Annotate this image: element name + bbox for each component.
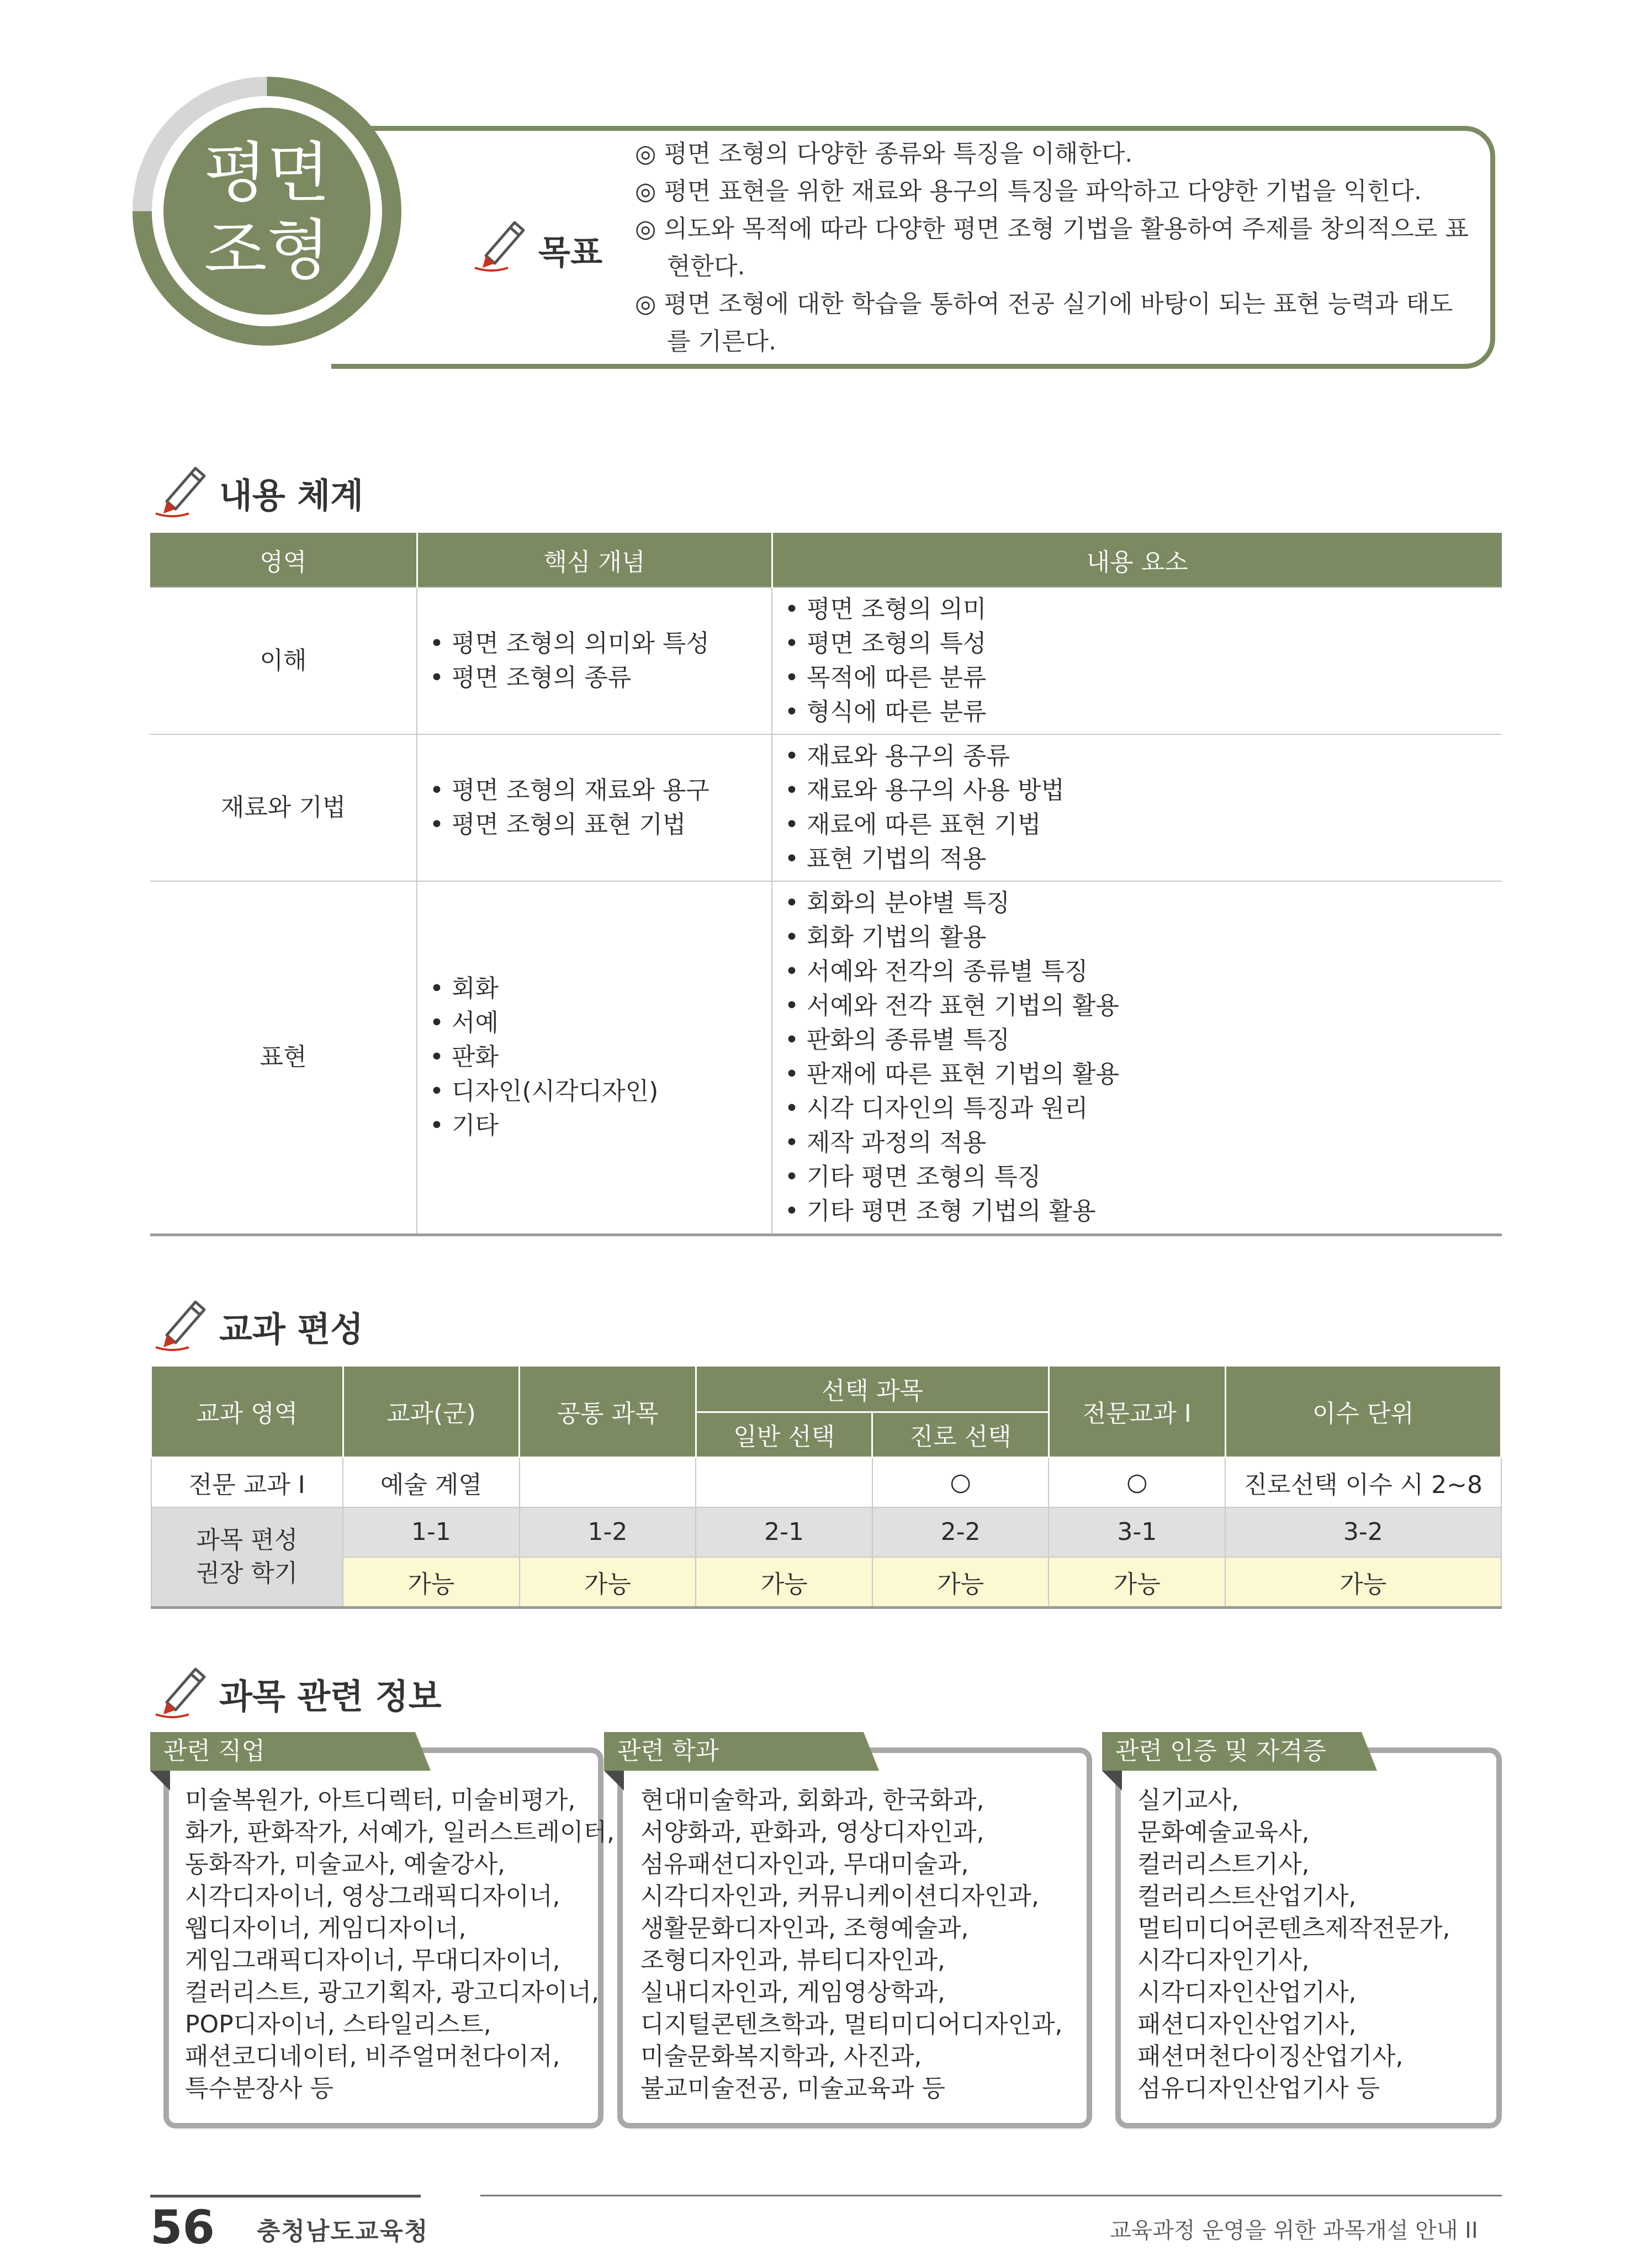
list-item: 시각디자인산업기사, xyxy=(1137,1978,1357,2006)
element-item: • 재료에 따른 표현 기법 xyxy=(785,811,1041,839)
list-item: 화가, 판화작가, 서예가, 일러스트레이터, xyxy=(185,1818,615,1846)
element-item: • 기타 평면 조형의 특징 xyxy=(785,1163,1041,1192)
title-badge xyxy=(163,108,370,315)
concept-cell xyxy=(417,734,772,881)
element-item: • 형식에 따른 분류 xyxy=(785,698,987,726)
list-item: 시각디자인과, 커뮤니케이션디자인과, xyxy=(640,1882,1040,1910)
concept-item: • 평면 조형의 종류 xyxy=(430,664,632,692)
element-item: • 판화의 종류별 특징 xyxy=(785,1026,1010,1055)
availability-cell: 가능 xyxy=(520,1557,696,1608)
area-cell: 이해 xyxy=(150,587,417,734)
list-item: 생활문화디자인과, 조형예술과, xyxy=(640,1914,969,1942)
table-row xyxy=(151,1457,1501,1507)
group-cell: 예술 계열 xyxy=(343,1457,520,1507)
availability-row xyxy=(151,1557,1501,1608)
area-cell: 표현 xyxy=(150,881,417,1235)
pencil-icon xyxy=(150,1292,211,1353)
concept-item: • 판화 xyxy=(430,1043,499,1072)
guide-title: 교육과정 운영을 위한 과목개설 안내 II xyxy=(1110,2218,1478,2243)
list-item: 디지털콘텐츠학과, 멀티미디어디자인과, xyxy=(640,2010,1063,2038)
element-item: • 목적에 따른 분류 xyxy=(785,664,987,692)
elements-cell xyxy=(772,587,1502,734)
concept-item: • 평면 조형의 의미와 특성 xyxy=(430,629,709,658)
goal-item: ◎ 의도와 목적에 따라 다양한 평면 조형 기법을 활용하여 주제를 창의적으로 표현한다. xyxy=(635,215,1469,280)
pencil-icon xyxy=(150,458,211,519)
related-certifications-tab: 관련 인증 및 자격증 xyxy=(1102,1732,1362,1771)
header-credits: 이수 단위 xyxy=(1225,1367,1501,1457)
related-departments-list xyxy=(640,1785,1063,2105)
concept-cell xyxy=(417,587,772,734)
section-title: 교과 편성 xyxy=(219,1309,364,1349)
element-item: • 평면 조형의 의미 xyxy=(785,595,987,623)
availability-cell: 가능 xyxy=(696,1557,872,1608)
tab-fold xyxy=(604,1771,624,1791)
availability-cell: 가능 xyxy=(872,1557,1049,1608)
semester-cell: 3-2 xyxy=(1225,1507,1501,1557)
list-item: 패션코디네이터, 비주얼머천다이저, xyxy=(185,2042,560,2071)
section-heading-content-system xyxy=(150,458,592,519)
area-cell: 재료와 기법 xyxy=(150,734,417,881)
element-item: • 서예와 전각 표현 기법의 활용 xyxy=(785,992,1119,1020)
list-item: 실기교사, xyxy=(1137,1786,1240,1814)
semester-cell: 1-1 xyxy=(343,1507,520,1557)
availability-cell: 가능 xyxy=(1225,1557,1501,1608)
pencil-icon xyxy=(469,213,530,273)
section-heading-related-info xyxy=(150,1659,702,1720)
related-departments-tab: 관련 학과 xyxy=(604,1732,864,1771)
element-item: • 시각 디자인의 특징과 원리 xyxy=(785,1094,1088,1123)
element-item: • 회화 기법의 활용 xyxy=(785,923,987,952)
related-jobs-tab: 관련 직업 xyxy=(150,1732,415,1771)
page-number: 56 xyxy=(150,2200,215,2254)
concept-item: • 평면 조형의 표현 기법 xyxy=(430,811,686,839)
element-item: • 판재에 따른 표현 기법의 활용 xyxy=(785,1060,1119,1089)
specialized-cell: ○ xyxy=(1049,1457,1225,1507)
common-cell xyxy=(520,1457,696,1507)
list-item: 미술복원가, 아트디렉터, 미술비평가, xyxy=(185,1786,576,1814)
semester-cell: 2-1 xyxy=(696,1507,872,1557)
goal-list xyxy=(635,135,1474,361)
header-concept: 핵심 개념 xyxy=(417,533,772,587)
semester-label xyxy=(151,1507,343,1608)
list-item: 실내디자인과, 게임영상학과, xyxy=(640,1978,946,2006)
footer-rule-left xyxy=(150,2195,421,2198)
elements-cell xyxy=(772,734,1502,881)
availability-cell: 가능 xyxy=(343,1557,520,1608)
tab-fold xyxy=(150,1771,170,1791)
semester-label-line: 과목 편성 xyxy=(196,1526,298,1554)
list-item: 패션머천다이징산업기사, xyxy=(1137,2042,1404,2071)
related-certifications-list xyxy=(1137,1785,1450,2105)
table-header-row xyxy=(151,1367,1501,1412)
curriculum-table xyxy=(150,1367,1502,1609)
header-career: 진로 선택 xyxy=(872,1412,1049,1457)
list-item: 게임그래픽디자이너, 무대디자이너, xyxy=(185,1946,560,1974)
goal-item: ◎ 평면 표현을 위한 재료와 용구의 특징을 파악하고 다양한 기법을 익힌다. xyxy=(635,177,1422,205)
list-item: 동화작가, 미술교사, 예술강사, xyxy=(185,1850,505,1878)
element-item: • 재료와 용구의 종류 xyxy=(785,742,1010,770)
concept-item: • 평면 조형의 재료와 용구 xyxy=(430,776,709,804)
concept-cell xyxy=(417,881,772,1235)
header-specialized: 전문교과 I xyxy=(1049,1367,1225,1457)
area-cell: 전문 교과 I xyxy=(151,1457,343,1507)
badge-line-1: 평면 xyxy=(204,134,330,211)
badge-line-2: 조형 xyxy=(204,211,330,288)
table-header-row xyxy=(150,533,1502,587)
header-area: 영역 xyxy=(150,533,417,587)
list-item: 미술문화복지학과, 사진과, xyxy=(640,2042,922,2071)
list-item: 문화예술교육사, xyxy=(1137,1818,1310,1846)
concept-item: • 서예 xyxy=(430,1009,499,1037)
semester-row xyxy=(151,1507,1501,1557)
list-item: 웹디자이너, 게임디자이너, xyxy=(185,1914,467,1942)
list-item: 섬유디자인산업기사 등 xyxy=(1137,2074,1380,2103)
pencil-icon xyxy=(150,1659,211,1720)
concept-item: • 디자인(시각디자인) xyxy=(430,1077,659,1106)
list-item: 컬러리스트산업기사, xyxy=(1137,1882,1357,1910)
semester-cell: 2-2 xyxy=(872,1507,1049,1557)
list-item: 섬유패션디자인과, 무대미술과, xyxy=(640,1850,969,1878)
header-elective: 선택 과목 xyxy=(696,1367,1049,1412)
list-item: 컬러리스트, 광고기획자, 광고디자이너, xyxy=(185,1978,599,2006)
header-elements: 내용 요소 xyxy=(772,533,1502,587)
header-group: 교과(군) xyxy=(343,1367,520,1457)
organization-name: 충청남도교육청 xyxy=(257,2217,429,2246)
section-title: 과목 관련 정보 xyxy=(219,1676,442,1717)
tab-fold xyxy=(1102,1771,1122,1791)
list-item: 현대미술학과, 회화과, 한국화과, xyxy=(640,1786,984,1814)
element-item: • 서예와 전각의 종류별 특징 xyxy=(785,957,1088,986)
list-item: 불교미술전공, 미술교육과 등 xyxy=(640,2074,946,2103)
footer-rule-right xyxy=(480,2195,1502,2196)
career-cell: ○ xyxy=(872,1457,1049,1507)
header-general: 일반 선택 xyxy=(696,1412,872,1457)
related-jobs-list xyxy=(185,1785,615,2105)
list-item: 패션디자인산업기사, xyxy=(1137,2010,1357,2038)
content-system-table xyxy=(150,533,1502,1236)
element-item: • 재료와 용구의 사용 방법 xyxy=(785,776,1065,804)
list-item: 시각디자인기사, xyxy=(1137,1946,1310,1974)
semester-cell: 3-1 xyxy=(1049,1507,1225,1557)
semester-label-line: 권장 학기 xyxy=(196,1559,298,1587)
element-item: • 제작 과정의 적용 xyxy=(785,1129,987,1157)
list-item: 멀티미디어콘텐츠제작전문가, xyxy=(1137,1914,1450,1942)
goal-item: ◎ 평면 조형에 대한 학습을 통하여 전공 실기에 바탕이 되는 표현 능력과 태도를 기른다. xyxy=(635,290,1453,356)
element-item: • 표현 기법의 적용 xyxy=(785,845,987,873)
list-item: 조형디자인과, 뷰티디자인과, xyxy=(640,1946,946,1974)
list-item: 컬러리스트기사, xyxy=(1137,1850,1310,1878)
goal-item: ◎ 평면 조형의 다양한 종류와 특징을 이해한다. xyxy=(635,140,1133,168)
list-item: 시각디자이너, 영상그래픽디자이너, xyxy=(185,1882,560,1910)
list-item: 서양화과, 판화과, 영상디자인과, xyxy=(640,1818,984,1846)
elements-cell xyxy=(772,881,1502,1235)
goal-label: 목표 xyxy=(538,234,602,272)
table-row xyxy=(150,881,1502,1235)
element-item: • 회화의 분야별 특징 xyxy=(785,889,1010,918)
header-common: 공통 과목 xyxy=(520,1367,696,1457)
credits-cell: 진로선택 이수 시 2~8 xyxy=(1225,1457,1501,1507)
element-item: • 평면 조형의 특성 xyxy=(785,629,987,658)
availability-cell: 가능 xyxy=(1049,1557,1225,1608)
concept-item: • 회화 xyxy=(430,975,499,1003)
list-item: 특수분장사 등 xyxy=(185,2074,334,2103)
section-title: 내용 체계 xyxy=(219,475,364,516)
general-cell xyxy=(696,1457,872,1507)
table-row xyxy=(150,734,1502,881)
section-heading-curriculum xyxy=(150,1292,592,1353)
element-item: • 기타 평면 조형 기법의 활용 xyxy=(785,1197,1096,1226)
semester-cell: 1-2 xyxy=(520,1507,696,1557)
concept-item: • 기타 xyxy=(430,1111,499,1140)
list-item: POP디자이너, 스타일리스트, xyxy=(185,2010,491,2038)
table-row xyxy=(150,587,1502,734)
header-area: 교과 영역 xyxy=(151,1367,343,1457)
